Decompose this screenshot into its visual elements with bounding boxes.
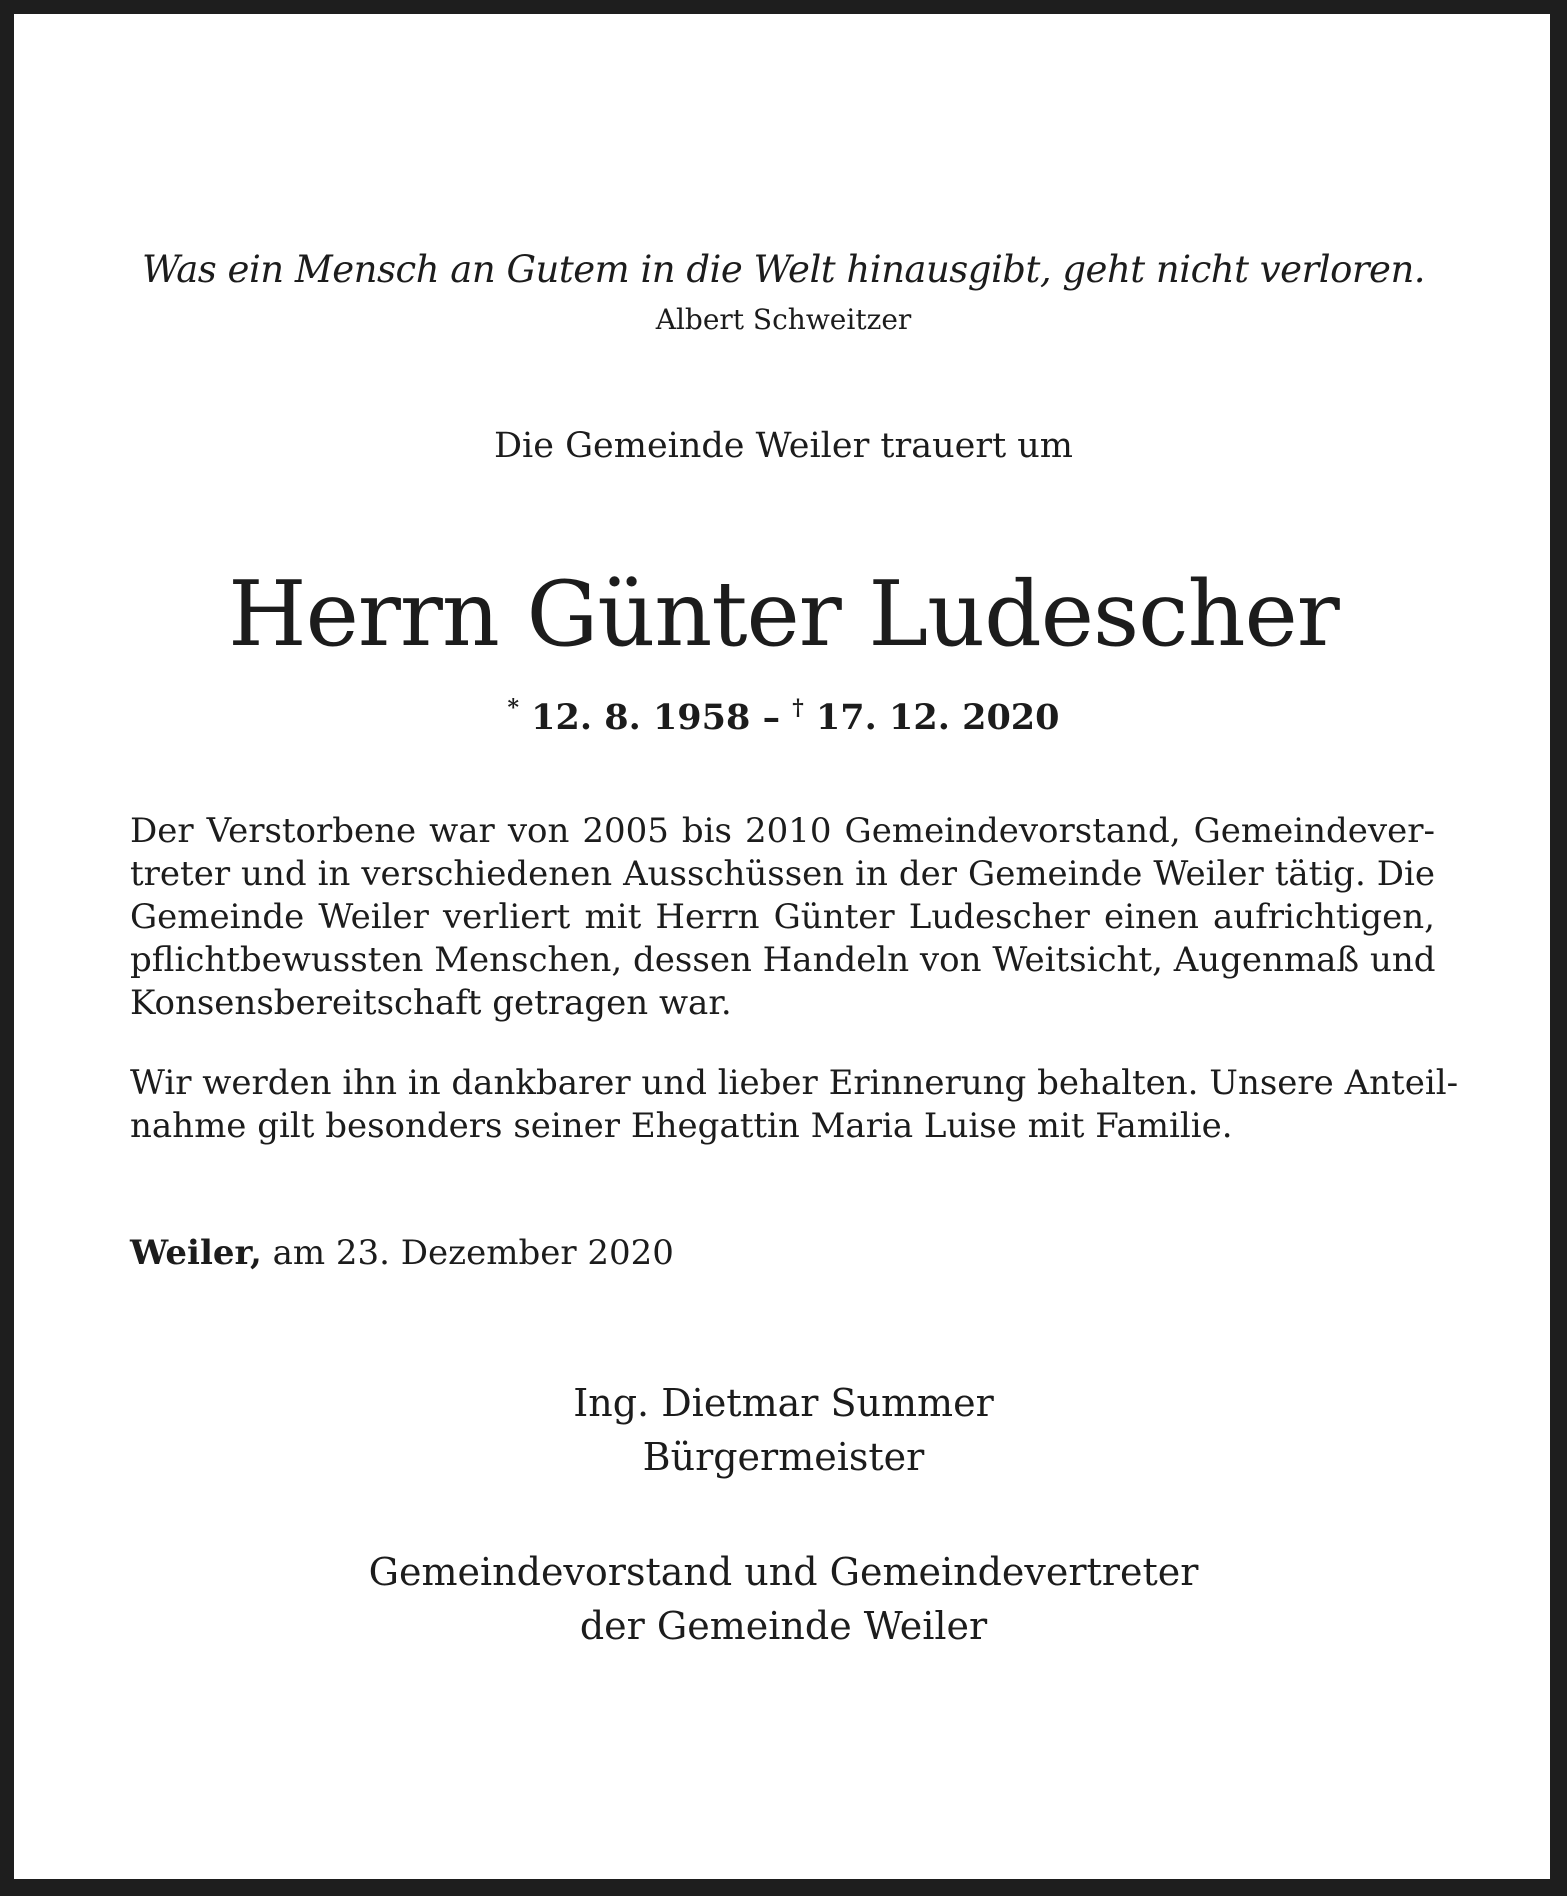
tribute-line: treter und in verschiedenen Ausschüssen in der Gemeinde Weiler tätig. Die <box>130 854 1435 894</box>
life-dates <box>0 684 1567 742</box>
tribute-line: Gemeinde Weiler verliert mit Herrn Günter Ludescher einen aufrichtigen, <box>130 897 1435 937</box>
quote-author: Albert Schweitzer <box>655 303 912 336</box>
signatory-title: Bürgermeister <box>642 1435 925 1479</box>
death-symbol: † <box>792 695 804 721</box>
tribute-line: pflichtbewussten Menschen, dessen Handeln von Weitsicht, Augenmaß und <box>130 940 1436 980</box>
council-line-2: der Gemeinde Weiler <box>579 1604 988 1648</box>
quote-text: Was ein Mensch an Gutem in die Welt hinausgibt, geht nicht verloren. <box>141 248 1426 291</box>
condolence-line: nahme gilt besonders seiner Ehegattin Maria Luise mit Familie. <box>130 1106 1233 1146</box>
condolence-paragraph <box>130 1062 1459 1148</box>
notice-date: am 23. Dezember 2020 <box>261 1233 674 1273</box>
signatory-name: Ing. Dietmar Summer <box>573 1381 994 1425</box>
condolence-line: Wir werden ihn in dankbarer und lieber Erinnerung behalten. Unsere Anteil- <box>130 1063 1459 1103</box>
birth-date: 12. 8. 1958 <box>531 697 751 738</box>
tribute-paragraph <box>130 810 1435 1025</box>
tribute-line: Konsensbereitschaft getragen war. <box>130 983 732 1023</box>
death-date: 17. 12. 2020 <box>815 697 1060 738</box>
council-line-1: Gemeindevorstand und Gemeindevertreter <box>368 1550 1199 1594</box>
date-separator: – <box>762 697 781 738</box>
tribute-line: Der Verstorbene war von 2005 bis 2010 Gemeindevorstand, Gemeindever- <box>130 811 1435 851</box>
intro-line: Die Gemeinde Weiler trauert um <box>493 426 1073 466</box>
place-name: Weiler, <box>130 1233 262 1273</box>
place-date-line <box>130 1230 674 1276</box>
birth-symbol: * <box>507 695 519 721</box>
deceased-name: Herrn Günter Ludescher <box>228 562 1339 667</box>
